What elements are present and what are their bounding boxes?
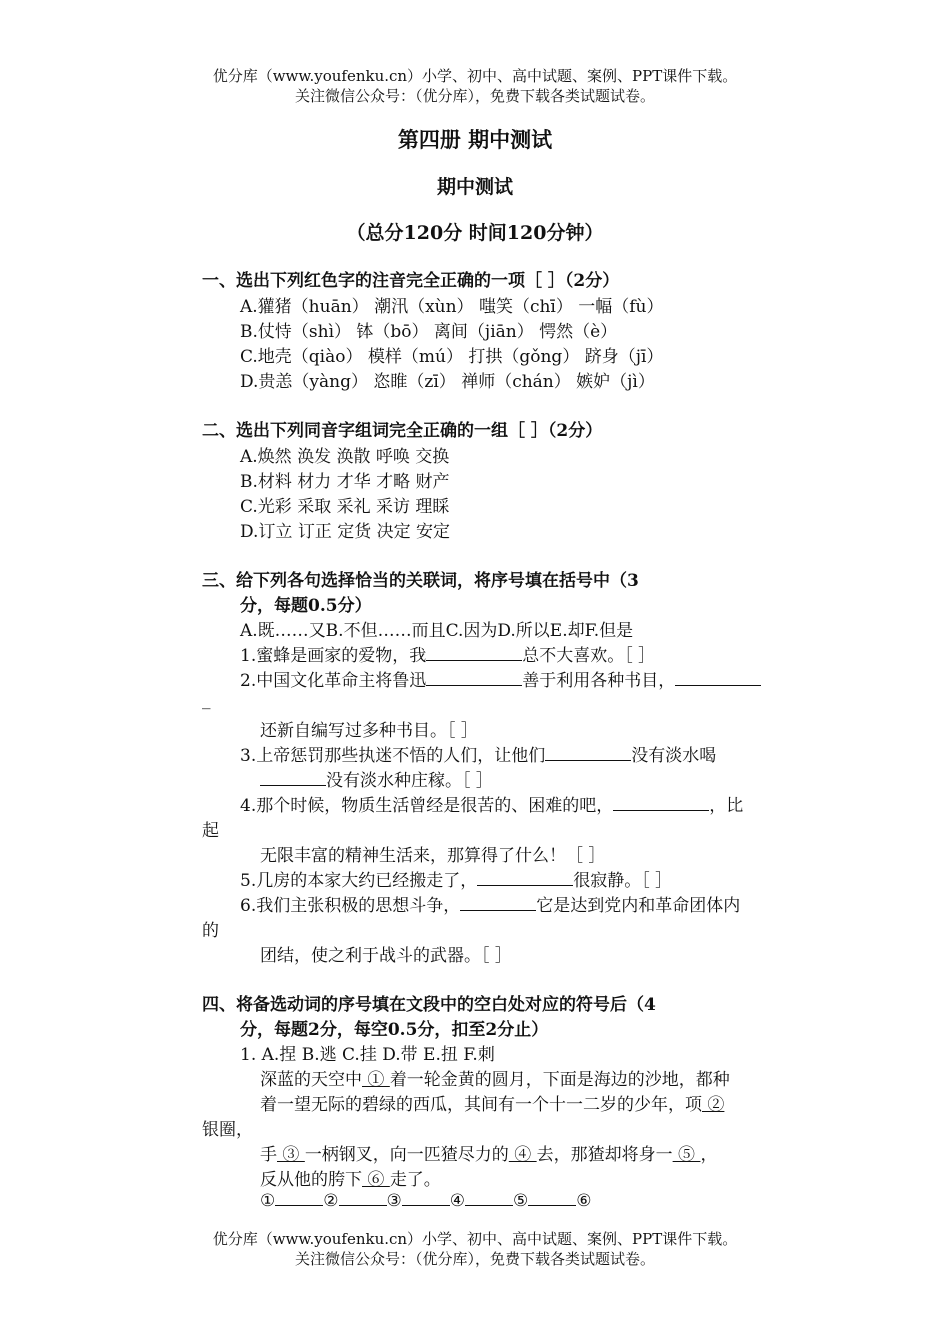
answer-blank-2[interactable] [339,1190,387,1206]
blank-line [260,770,326,786]
q4-para-line-2 [260,1090,724,1115]
q4-marker-4: ④ [508,1145,537,1165]
q4-p1-text-a: 深蓝的天空中 [260,1070,362,1090]
q4-answer-label-1: ① [260,1191,276,1211]
q2-option-a: A.焕然 涣发 涣散 呼唤 交换 [240,447,450,467]
q4-p4-text-b: 一柄钢叉，向一匹猹尽力的 [304,1145,509,1165]
q4-p4-text-a: 手 [260,1145,277,1165]
q3-s3-text-b: 没有淡水喝 [631,746,717,766]
q1-option-d: D.贵恙（yàng） 恣睢（zī） 禅师（chán） 嫉妒（jì） [240,372,655,392]
q4-para-line-1 [260,1065,730,1090]
score-time: （总分120分 时间120分钟） [346,222,604,244]
answer-blank-5[interactable] [528,1190,576,1206]
q4-p1-text-b: 着一轮金黄的圆月，下面是海边的沙地，都种 [389,1070,730,1090]
q4-p4-text-c: 去，那猹却将身一 [536,1145,673,1165]
q2-option-d: D.订立 订正 定货 决定 安定 [240,522,451,542]
q1-option-b: B.仗恃（shì） 钵（bō） 离间（jiān） 愕然（è） [240,322,618,342]
page-header [0,66,950,106]
blank-line [460,895,536,911]
q3-s5-text-b: 很寂静。［ ］ [573,871,673,891]
q4-options: 1. A.捏 B.逃 C.挂 D.带 E.扭 F.刺 [240,1045,495,1065]
q3-sentence-1 [240,641,655,666]
q4-p5-text-a: 反从他的胯下 [260,1170,362,1190]
q3-s6-text-b: 它是达到党内和革命团体内 [536,896,741,916]
q3-s6-continuation: 团结，使之利于战斗的武器。［ ］ [260,946,512,966]
q3-s4-text-b: ，比 [709,796,744,816]
answer-blank-4[interactable] [465,1190,513,1206]
q4-marker-3: ③ [277,1145,305,1165]
q4-marker-1: ① [362,1070,390,1090]
q4-para-line-3 [260,1140,717,1165]
answer-blank-3[interactable] [402,1190,450,1206]
q4-marker-5: ⑤ [672,1145,701,1165]
q4-marker-6: ⑥ [362,1170,390,1190]
q1-option-a: A.獾猪（huān） 潮汛（xùn） 嗤笑（chī） 一幅（fù） [240,297,664,317]
q3-s2-text-a: 2.中国文化革命主将鲁迅 [240,671,427,691]
q4-stem-line-2: 分，每题2分，每空0.5分，扣至2分止） [240,1020,549,1040]
blank-line [675,670,761,686]
blank-line [545,745,631,761]
q2-stem: 二、选出下列同音字组词完全正确的一组［ ］（2分） [202,421,603,441]
book-title: 第四册 期中测试 [397,127,553,152]
q3-options: A.既……又B.不但……而且C.因为D.所以E.却F.但是 [240,621,634,641]
footer-line-2: 关注微信公众号：（优分库），免费下载各类试题试卷。 [294,1250,655,1268]
q3-s1-text-b: 总不大喜欢。［ ］ [522,646,656,666]
q3-s3-text-a: 3.上帝惩罚那些执迷不悟的人们，让他们 [240,746,546,766]
q4-p4-text-d: ， [700,1145,718,1165]
q2-option-c: C.光彩 采取 采礼 采访 理睬 [240,497,450,517]
q4-answer-label-4: ④ [449,1191,465,1211]
answer-blank-1[interactable] [275,1190,323,1206]
q4-answer-label-3: ③ [386,1191,402,1211]
q3-sentence-5 [240,866,672,891]
blank-line [426,670,522,686]
q4-answer-label-5: ⑤ [513,1191,529,1211]
page-footer [0,1229,950,1269]
blank-line [613,795,709,811]
q3-sentence-4 [240,791,743,816]
q3-s3-continuation [260,766,493,791]
q3-stem-line-1: 三、给下列各句选择恰当的关联词，将序号填在括号中（3 [202,571,639,591]
q3-sentence-6 [240,891,740,916]
header-line-2: 关注微信公众号：（优分库），免费下载各类试题试卷。 [294,87,655,105]
q4-p5-text-b: 走了。 [389,1170,441,1190]
q3-stem-line-2: 分，每题0.5分） [240,596,372,616]
q3-sentence-2 [240,666,761,691]
footer-line-1: 优分库（www.youfenku.cn）小学、初中、高中试题、案例、PPT课件下载。 [212,1230,738,1248]
q3-s3-text-c: 没有淡水种庄稼。［ ］ [326,771,493,791]
q4-p2-text-a: 着一望无际的碧绿的西瓜，其间有一个十一二岁的少年，项 [260,1095,702,1115]
q3-s6-wrap: 的 [202,921,219,941]
q4-answer-label-2: ② [323,1191,339,1211]
q3-s2-continuation: 还新自编写过多种书目。［ ］ [260,721,478,741]
q4-para-line-4 [260,1165,441,1190]
q3-s1-text-a: 1.蜜蜂是画家的爱物，我 [240,646,427,666]
q1-stem: 一、选出下列红色字的注音完全正确的一项［ ］（2分） [202,271,620,291]
test-title: 期中测试 [436,176,513,198]
q3-s2-text-b: 善于利用各种书目， [522,671,676,691]
q4-marker-2: ② [702,1095,725,1115]
q3-sentence-3 [240,741,716,766]
q4-stem-line-1: 四、将备选动词的序号填在文段中的空白处对应的符号后（4 [202,995,656,1015]
q4-answer-label-6: ⑥ [576,1191,592,1211]
blank-line [477,870,573,886]
q3-s4-text-a: 4.那个时候，物质生活曾经是很苦的、困难的吧， [240,796,614,816]
q3-s4-wrap: 起 [202,821,219,841]
q4-para-wrap: 银圈， [202,1120,253,1140]
q2-option-b: B.材料 材力 才华 才略 财产 [240,472,450,492]
q3-s6-text-a: 6.我们主张积极的思想斗争， [240,896,461,916]
q4-answer-row [260,1190,592,1211]
q3-s2-wrap-underscore: _ [202,690,211,710]
q3-s5-text-a: 5.几房的本家大约已经搬走了， [240,871,478,891]
header-line-1: 优分库（www.youfenku.cn）小学、初中、高中试题、案例、PPT课件下载。 [212,67,738,85]
q3-s4-continuation: 无限丰富的精神生活来，那算得了什么！［ ］ [260,846,606,866]
blank-line [426,645,522,661]
q1-option-c: C.地壳（qiào） 模样（mú） 打拱（gǒng） 跻身（jī） [240,347,664,367]
